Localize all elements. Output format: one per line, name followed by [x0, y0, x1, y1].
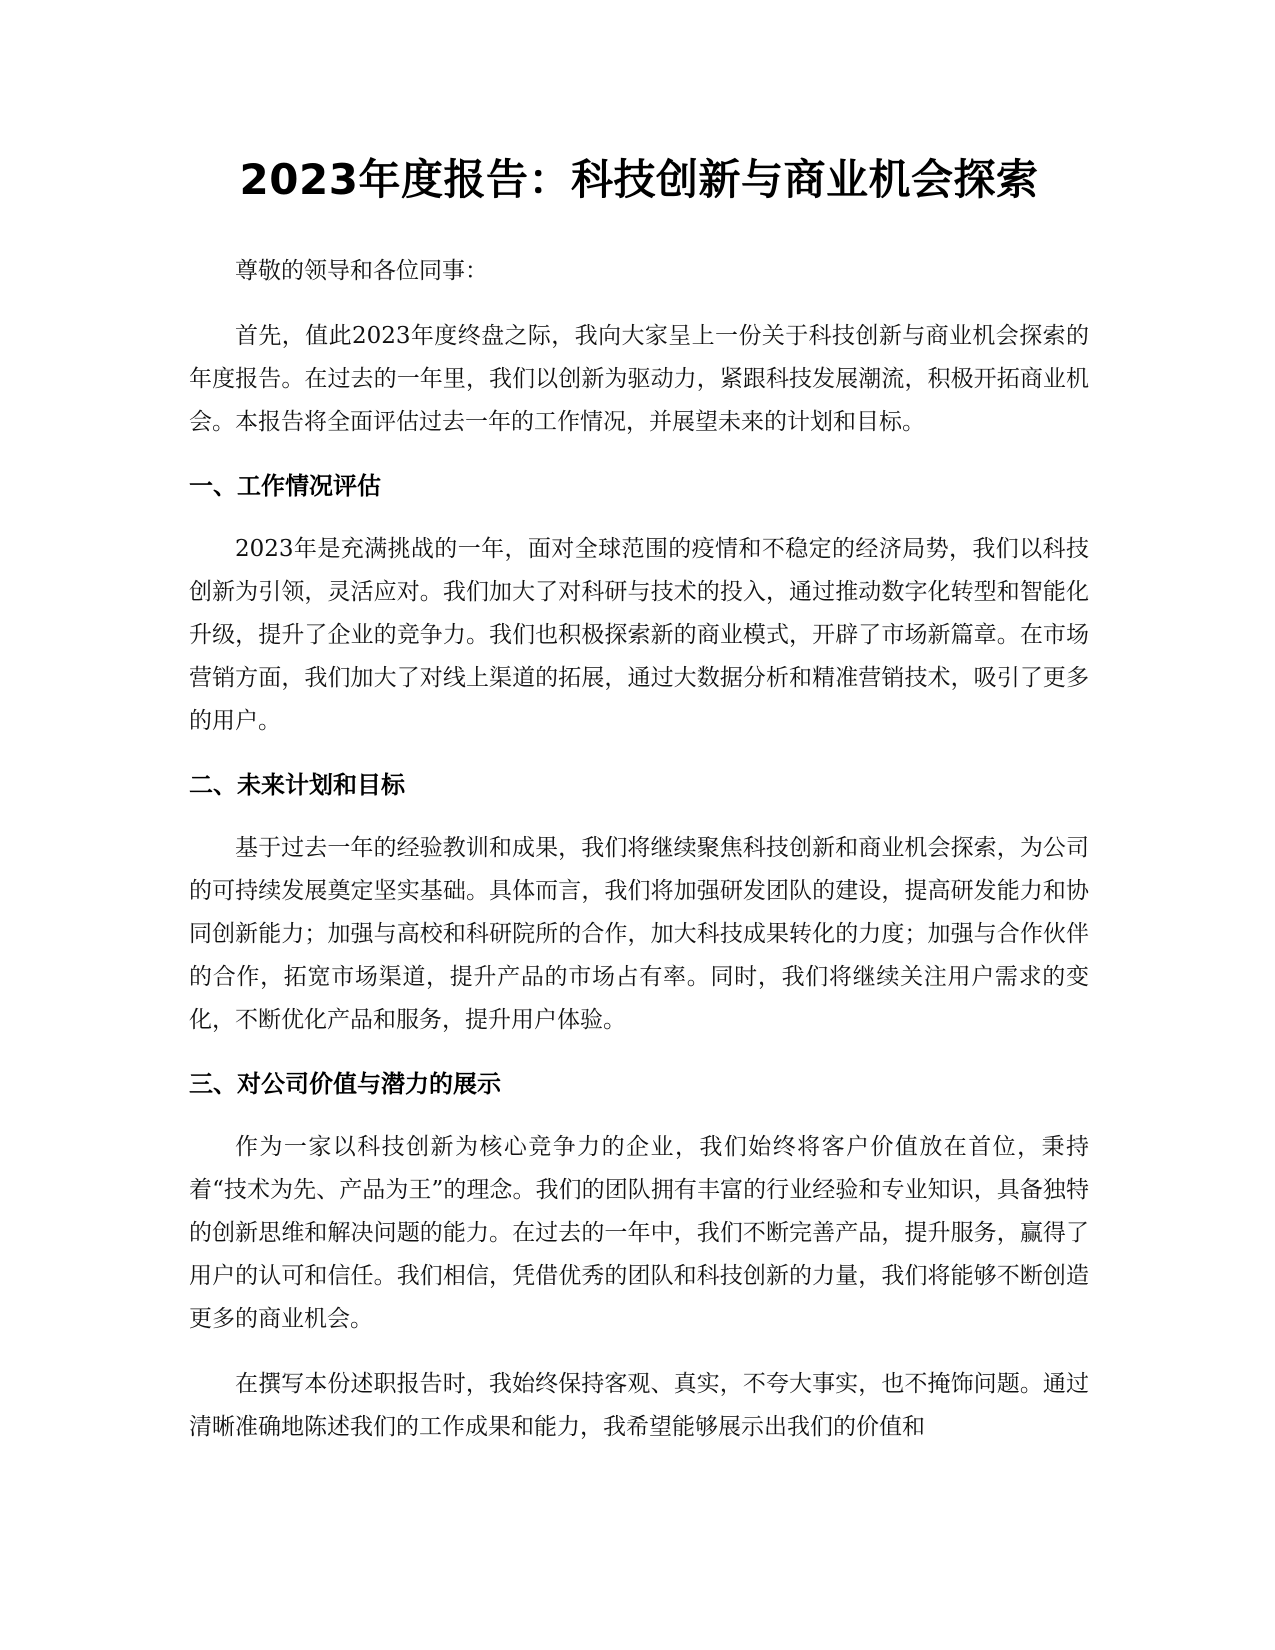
document-title: 2023年度报告：科技创新与商业机会探索 [239, 155, 1039, 204]
work-evaluation-paragraph: 2023年是充满挑战的一年，面对全球范围的疫情和不稳定的经济局势，我们以科技创新为引领，灵活应对。我们加大了对科研与技术的投入，通过推动数字化转型和智能化升级，提升了企业的竞争力。我们也积极探索新的商业模式，开辟了市场新篇章。在市场营销方面，我们加大了对线上渠道的拓展，通过大数据分析和精准营销技术，吸引了更多的用户。 [189, 536, 1089, 734]
section-heading-company-value: 三、对公司价值与潜力的展示 [189, 1070, 501, 1098]
report-writing-paragraph: 在撰写本份述职报告时，我始终保持客观、真实，不夸大事实，也不掩饰问题。通过清晰准确地陈述我们的工作成果和能力，我希望能够展示出我们的价值和 [189, 1371, 1089, 1440]
company-value-paragraph: 作为一家以科技创新为核心竞争力的企业，我们始终将客户价值放在首位，秉持着“技术为先、产品为王”的理念。我们的团队拥有丰富的行业经验和专业知识，具备独特的创新思维和解决问题的能力。在过去的一年中，我们不断完善产品，提升服务，赢得了用户的认可和信任。我们相信，凭借优秀的团队和科技创新的力量，我们将能够不断创造更多的商业机会。 [189, 1134, 1089, 1332]
future-plans-paragraph: 基于过去一年的经验教训和成果，我们将继续聚焦科技创新和商业机会探索，为公司的可持续发展奠定坚实基础。具体而言，我们将加强研发团队的建设，提高研发能力和协同创新能力；加强与高校和科研院所的合作，加大科技成果转化的力度；加强与合作伙伴的合作，拓宽市场渠道，提升产品的市场占有率。同时，我们将继续关注用户需求的变化，不断优化产品和服务，提升用户体验。 [189, 835, 1089, 1033]
section-heading-work-evaluation: 一、工作情况评估 [189, 472, 381, 500]
document-body [189, 150, 1089, 1471]
greeting-paragraph: 尊敬的领导和各位同事： [235, 258, 488, 284]
intro-paragraph: 首先，值此2023年度终盘之际，我向大家呈上一份关于科技创新与商业机会探索的年度报告。在过去的一年里，我们以创新为驱动力，紧跟科技发展潮流，积极开拓商业机会。本报告将全面评估过去一年的工作情况，并展望未来的计划和目标。 [189, 323, 1089, 435]
section-heading-future-plans: 二、未来计划和目标 [189, 771, 405, 799]
